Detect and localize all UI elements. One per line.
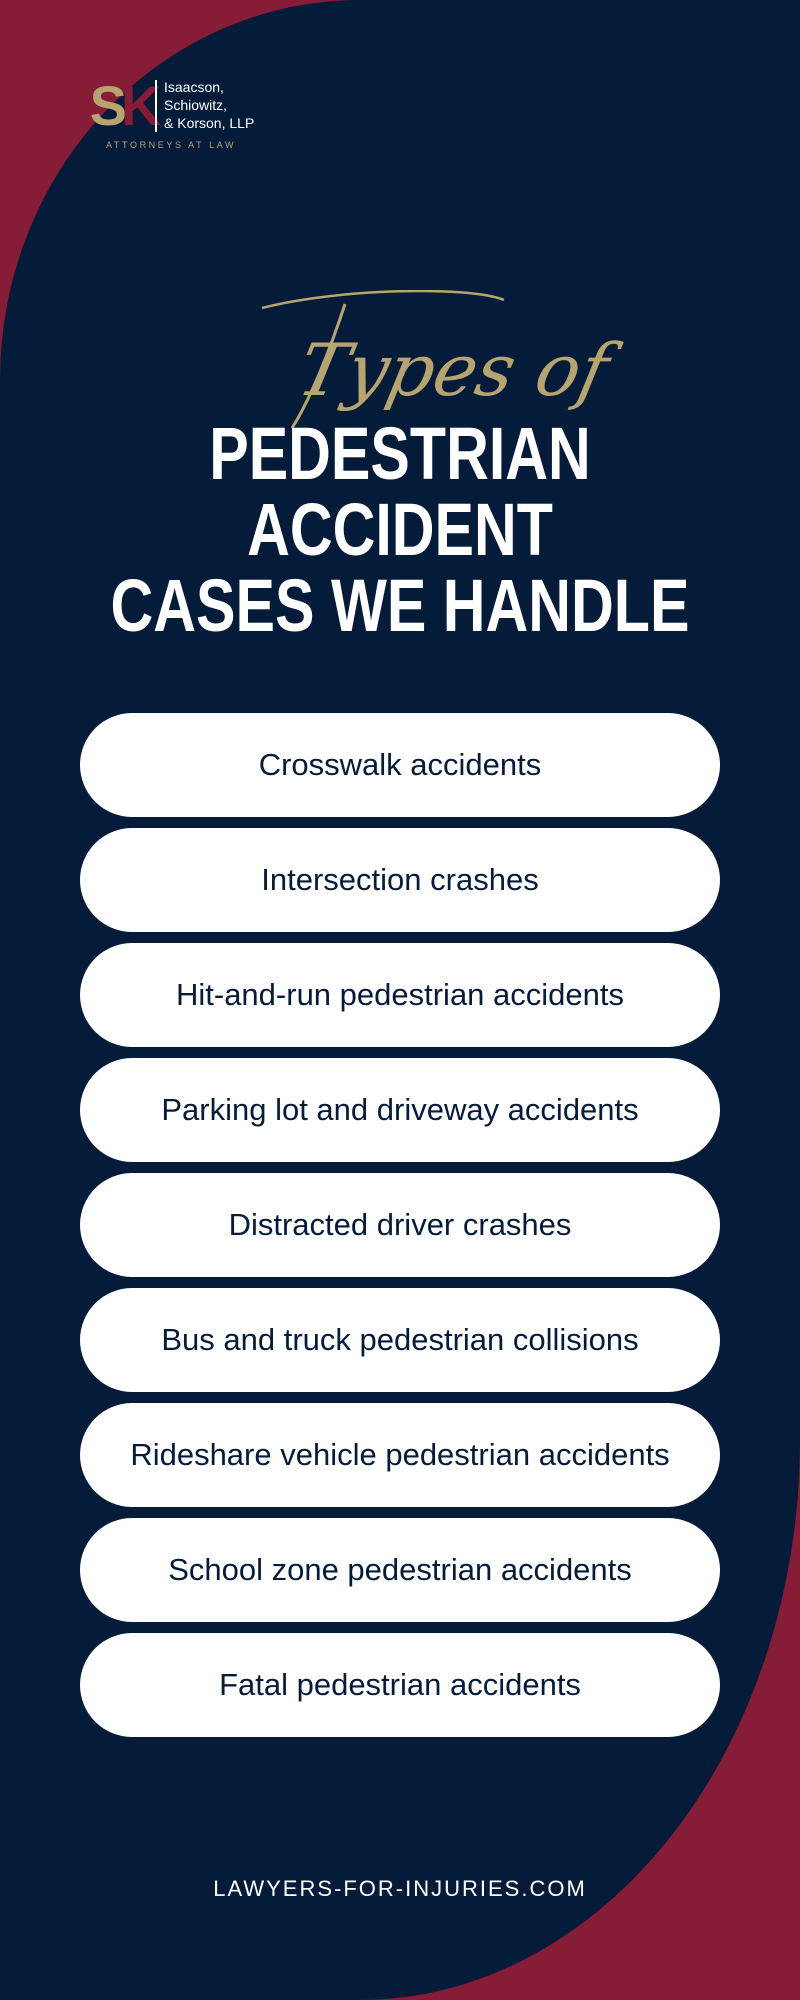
case-type-item-crosswalk: Crosswalk accidents <box>80 713 720 817</box>
page-title-line-1: PEDESTRIAN ACCIDENT <box>209 412 591 571</box>
case-type-item-fatal: Fatal pedestrian accidents <box>80 1633 720 1737</box>
logo-letter-i: I <box>80 74 90 137</box>
case-type-item-intersection: Intersection crashes <box>80 828 720 932</box>
script-heading-text: Types of <box>291 328 617 412</box>
page-title <box>80 412 720 647</box>
logo-letter-s: S <box>89 74 121 137</box>
logo-name-line-2: Schiowitz, <box>164 97 228 113</box>
logo-firm-name <box>164 78 254 132</box>
logo-name-line-1: Isaacson, <box>164 79 224 95</box>
case-type-list <box>80 713 720 1748</box>
case-type-item-distracted-driver: Distracted driver crashes <box>80 1173 720 1277</box>
firm-logo <box>80 74 280 158</box>
case-type-item-hit-and-run: Hit-and-run pedestrian accidents <box>80 943 720 1047</box>
case-type-item-rideshare: Rideshare vehicle pedestrian accidents <box>80 1403 720 1507</box>
page-title-line-2: CASES WE HANDLE <box>110 564 690 647</box>
website-link[interactable]: LAWYERS-FOR-INJURIES.COM <box>213 1876 587 1901</box>
case-type-item-parking-lot: Parking lot and driveway accidents <box>80 1058 720 1162</box>
case-type-item-bus-truck: Bus and truck pedestrian collisions <box>80 1288 720 1392</box>
logo-monogram <box>80 74 156 137</box>
logo-tagline: ATTORNEYS AT LAW <box>106 140 237 150</box>
case-type-item-school-zone: School zone pedestrian accidents <box>80 1518 720 1622</box>
logo-name-line-3: & Korson, LLP <box>164 115 255 131</box>
logo-letter-k: K <box>120 74 156 137</box>
logo-divider <box>155 80 157 132</box>
